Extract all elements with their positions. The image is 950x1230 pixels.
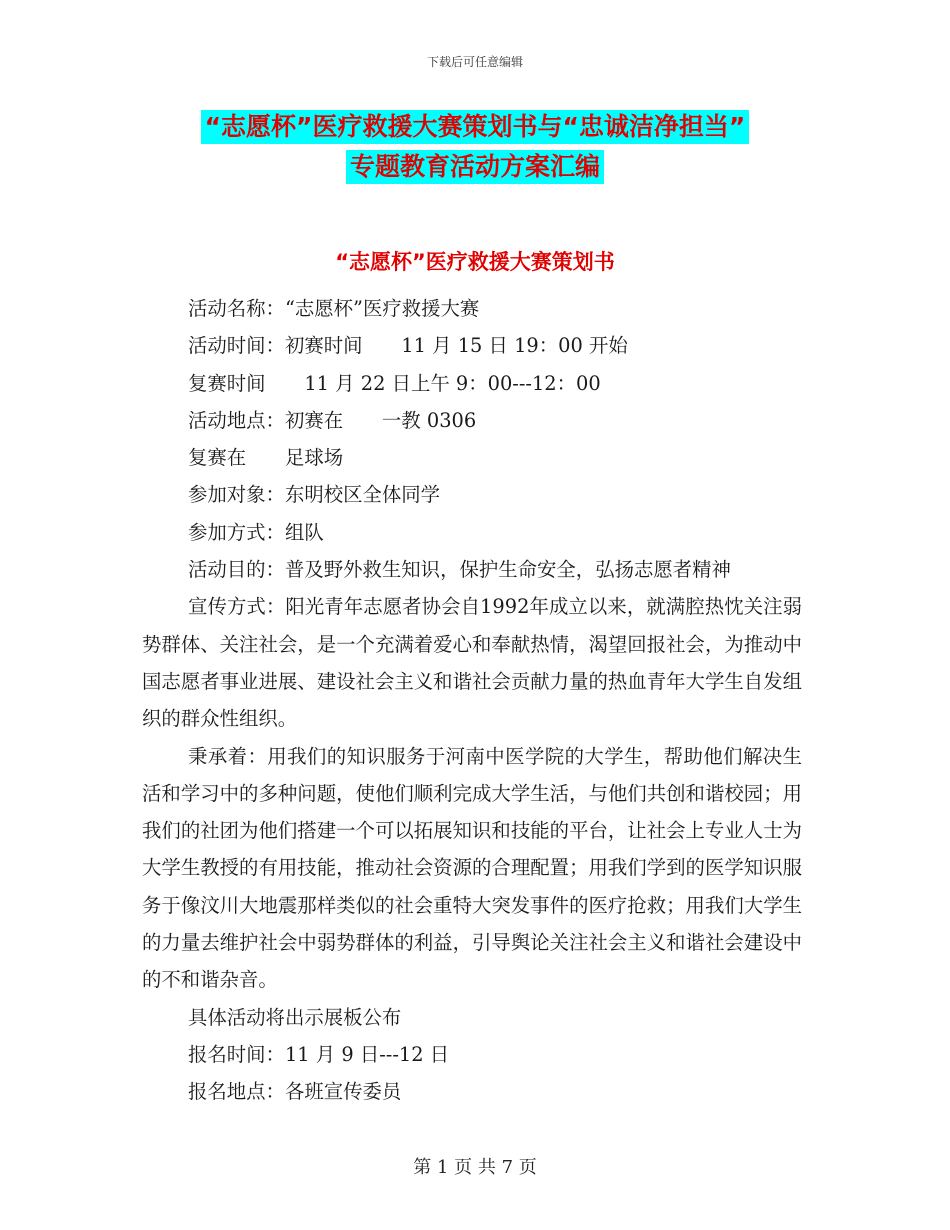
mission-paragraph: 秉承着：用我们的知识服务于河南中医学院的大学生，帮助他们解决生活和学习中的多种问题，使他们顺利完成大学生活，与他们共创和谐校园；用我们的社团为他们搭建一个可以拓展知识和技能的平台，让社会上专业人士为大学生教授的有用技能，推动社会资源的合理配置；用我们学到的医学知识服务于像汶川大地震那样类似的社会重特大突发事件的医疗抢救；用我们大学生的力量去维护社会中弱势群体的利益，引导舆论关注社会主义和谐社会建设中的不和谐杂音。 (142, 744, 802, 992)
registration-time-line: 报名时间：11 月 9 日---12 日 (188, 1042, 450, 1066)
title-line-1: “志愿杯”医疗救援大赛策划书与“忠诚洁净担当” (201, 110, 750, 144)
participants-line: 参加对象：东明校区全体同学 (188, 483, 441, 507)
participation-mode-line: 参加方式：组队 (188, 520, 324, 544)
activity-name-line: 活动名称：“志愿杯”医疗救援大赛 (188, 297, 480, 320)
announcement-line: 具体活动将出示展板公布 (188, 1005, 402, 1029)
activity-location-line: 活动地点：初赛在 一教 0306 (188, 408, 477, 432)
final-round-location-line: 复赛在 足球场 (188, 446, 344, 470)
title-line-2: 专题教育活动方案汇编 (346, 150, 604, 184)
registration-location-line: 报名地点：各班宣传委员 (188, 1080, 402, 1104)
header-note: 下载后可任意编辑 (426, 55, 523, 69)
page-number: 第 1 页 共 7 页 (413, 1157, 537, 1178)
document-body (142, 290, 802, 1111)
section-title: “志愿杯”医疗救援大赛策划书 (335, 250, 615, 274)
activity-time-line: 活动时间：初赛时间 11 月 15 日 19：00 开始 (188, 334, 628, 358)
document-title (0, 110, 950, 184)
activity-purpose-line: 活动目的：普及野外救生知识，保护生命安全，弘扬志愿者精神 (188, 558, 731, 582)
final-round-time-line: 复赛时间 11 月 22 日上午 9：00---12：00 (188, 371, 601, 395)
publicity-paragraph: 宣传方式：阳光青年志愿者协会自1992年成立以来，就满腔热忱关注弱势群体、关注社会，是一个充满着爱心和奉献热情，渴望回报社会，为推动中国志愿者事业进展、建设社会主义和谐社会贡献力量的热血青年大学生自发组织的群众性组织。 (142, 595, 802, 731)
